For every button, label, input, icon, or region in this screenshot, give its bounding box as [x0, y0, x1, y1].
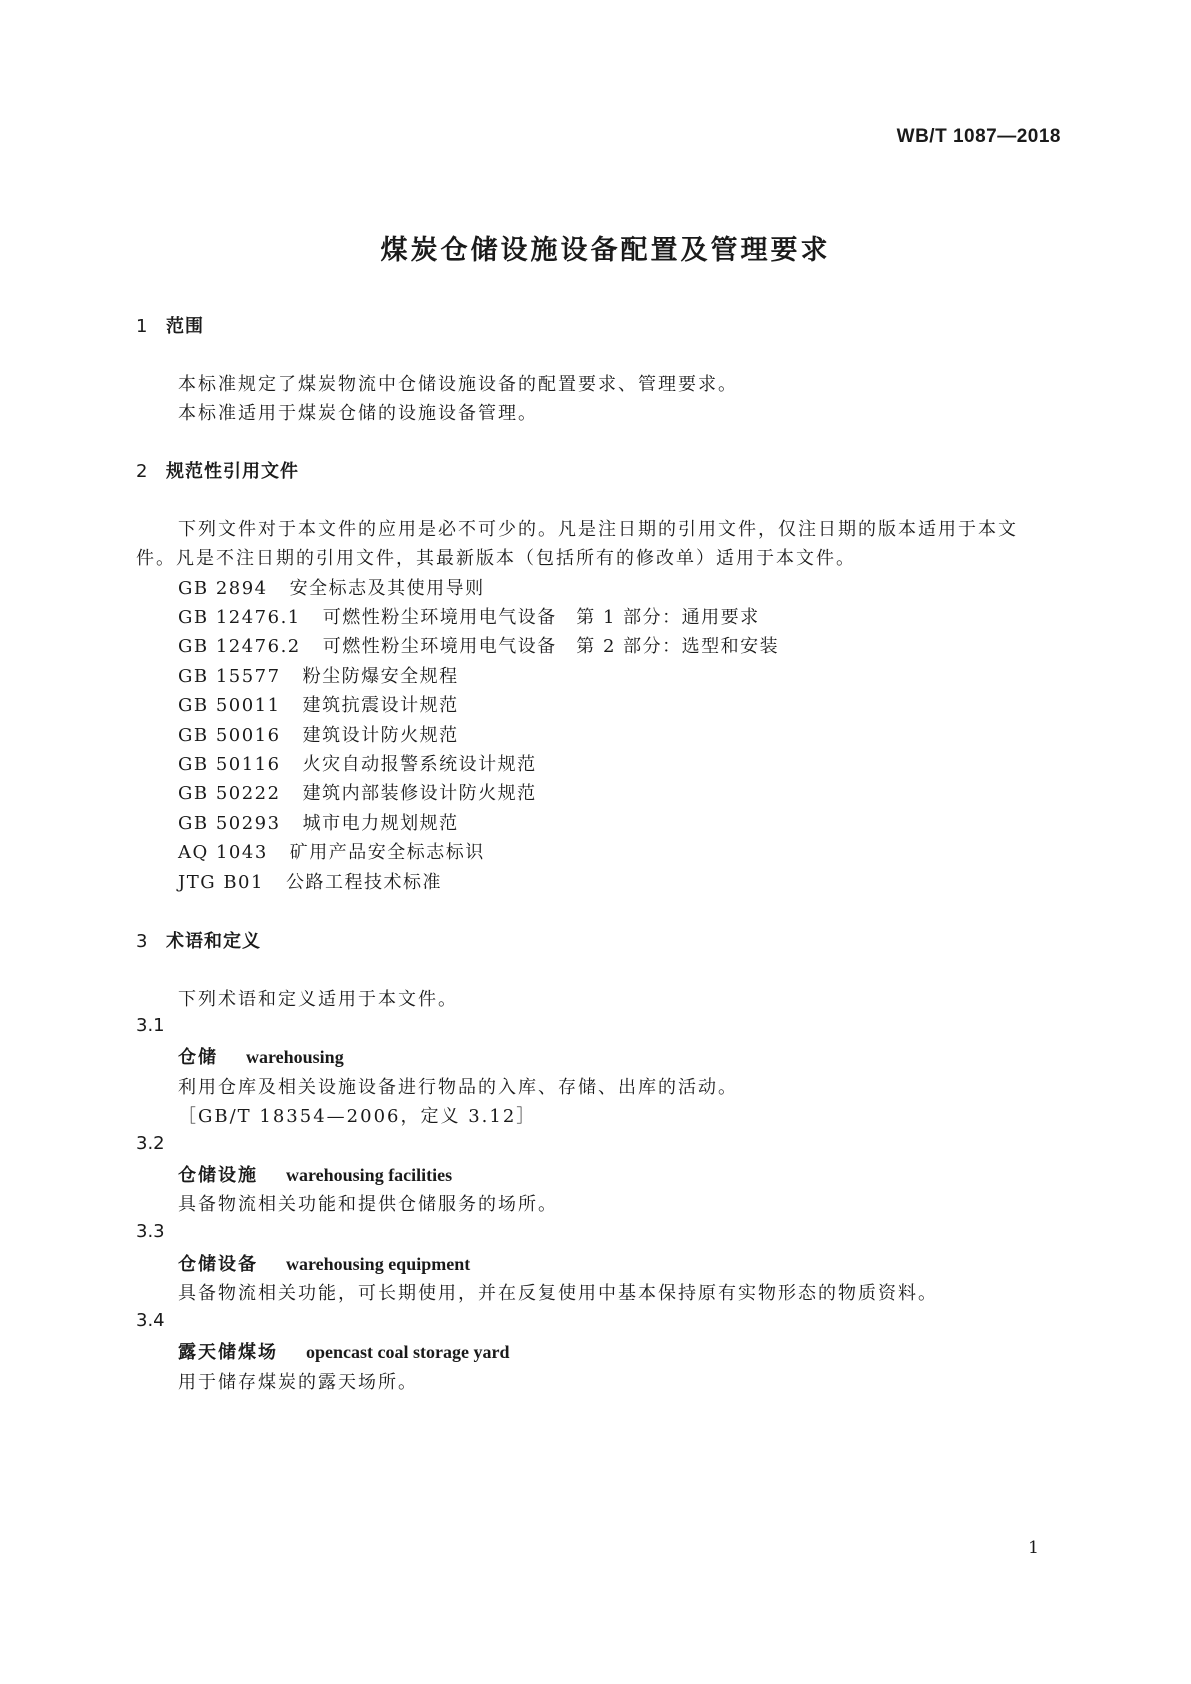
term-zh: 仓储设备 [178, 1254, 258, 1275]
reference-item [178, 868, 442, 894]
term-zh: 露天储煤场 [178, 1342, 278, 1363]
reference-title: 可燃性粉尘环境用电气设备 第 2 部分：选型和安装 [322, 636, 780, 657]
reference-code: GB 12476.1 [178, 607, 301, 628]
reference-title: 矿用产品安全标志标识 [289, 842, 485, 863]
term-en: opencast coal storage yard [306, 1342, 510, 1362]
paragraph: 本标准规定了煤炭物流中仓储设施设备的配置要求、管理要求。 [178, 374, 738, 395]
section-number: 3 [136, 931, 149, 952]
paragraph-continuation: 件。凡是不注日期的引用文件，其最新版本（包括所有的修改单）适用于本文件。 [136, 548, 856, 569]
reference-title: 建筑设计防火规范 [302, 725, 459, 746]
term-en: warehousing equipment [286, 1254, 471, 1274]
paragraph: 下列文件对于本文件的应用是必不可少的。凡是注日期的引用文件，仅注日期的版本适用于本文 [178, 519, 1018, 540]
term-heading [178, 1043, 344, 1069]
term-number: 3.2 [136, 1133, 165, 1154]
section-number: 2 [136, 461, 149, 482]
term-heading [178, 1338, 509, 1364]
term-heading [178, 1161, 452, 1187]
term-heading [178, 1250, 470, 1276]
section-title: 规范性引用文件 [166, 461, 299, 482]
section-heading-scope [136, 312, 204, 338]
reference-code: AQ 1043 [178, 842, 268, 863]
section-title: 术语和定义 [166, 931, 261, 952]
reference-title: 城市电力规划规范 [302, 813, 459, 834]
reference-code: GB 50011 [178, 695, 281, 716]
term-source: ［GB/T 18354—2006，定义 3.12］ [178, 1106, 537, 1127]
reference-item [178, 721, 459, 747]
term-en: warehousing [246, 1047, 344, 1067]
reference-title: 火灾自动报警系统设计规范 [302, 754, 537, 775]
reference-item [178, 574, 485, 600]
reference-code: GB 50293 [178, 813, 281, 834]
reference-code: GB 2894 [178, 578, 268, 599]
reference-item [178, 662, 459, 688]
reference-item [178, 809, 459, 835]
reference-code: GB 50116 [178, 754, 281, 775]
reference-item [178, 632, 779, 658]
reference-title: 安全标志及其使用导则 [289, 578, 485, 599]
reference-title: 公路工程技术标准 [285, 872, 442, 893]
term-definition: 利用仓库及相关设施设备进行物品的入库、存储、出库的活动。 [178, 1077, 738, 1098]
section-heading-normative-references [136, 457, 299, 483]
term-number: 3.3 [136, 1221, 165, 1242]
reference-title: 粉尘防爆安全规程 [302, 666, 459, 687]
reference-item [178, 691, 459, 717]
term-en: warehousing facilities [286, 1165, 453, 1185]
reference-code: GB 50222 [178, 783, 281, 804]
paragraph: 本标准适用于煤炭仓储的设施设备管理。 [178, 403, 538, 424]
reference-title: 可燃性粉尘环境用电气设备 第 1 部分：通用要求 [322, 607, 760, 628]
term-number: 3.1 [136, 1015, 165, 1036]
section-heading-terms-definitions [136, 927, 261, 953]
reference-item [178, 750, 537, 776]
reference-item [178, 838, 485, 864]
reference-code: JTG B01 [178, 872, 264, 893]
reference-item [178, 603, 760, 629]
reference-title: 建筑内部装修设计防火规范 [302, 783, 537, 804]
term-number: 3.4 [136, 1310, 165, 1331]
section-title: 范围 [166, 316, 204, 337]
term-zh: 仓储设施 [178, 1165, 258, 1186]
paragraph: 下列术语和定义适用于本文件。 [178, 989, 458, 1010]
reference-code: GB 50016 [178, 725, 281, 746]
reference-title: 建筑抗震设计规范 [302, 695, 459, 716]
standard-code: WB/T 1087—2018 [896, 126, 1061, 147]
term-definition: 具备物流相关功能和提供仓储服务的场所。 [178, 1194, 558, 1215]
reference-item [178, 779, 537, 805]
document-title: 煤炭仓储设施设备配置及管理要求 [380, 235, 831, 266]
reference-code: GB 12476.2 [178, 636, 301, 657]
reference-code: GB 15577 [178, 666, 281, 687]
term-definition: 具备物流相关功能，可长期使用，并在反复使用中基本保持原有实物形态的物质资料。 [178, 1283, 938, 1304]
section-number: 1 [136, 316, 149, 337]
page-number: 1 [1028, 1538, 1039, 1558]
term-zh: 仓储 [178, 1047, 218, 1068]
term-definition: 用于储存煤炭的露天场所。 [178, 1372, 418, 1393]
